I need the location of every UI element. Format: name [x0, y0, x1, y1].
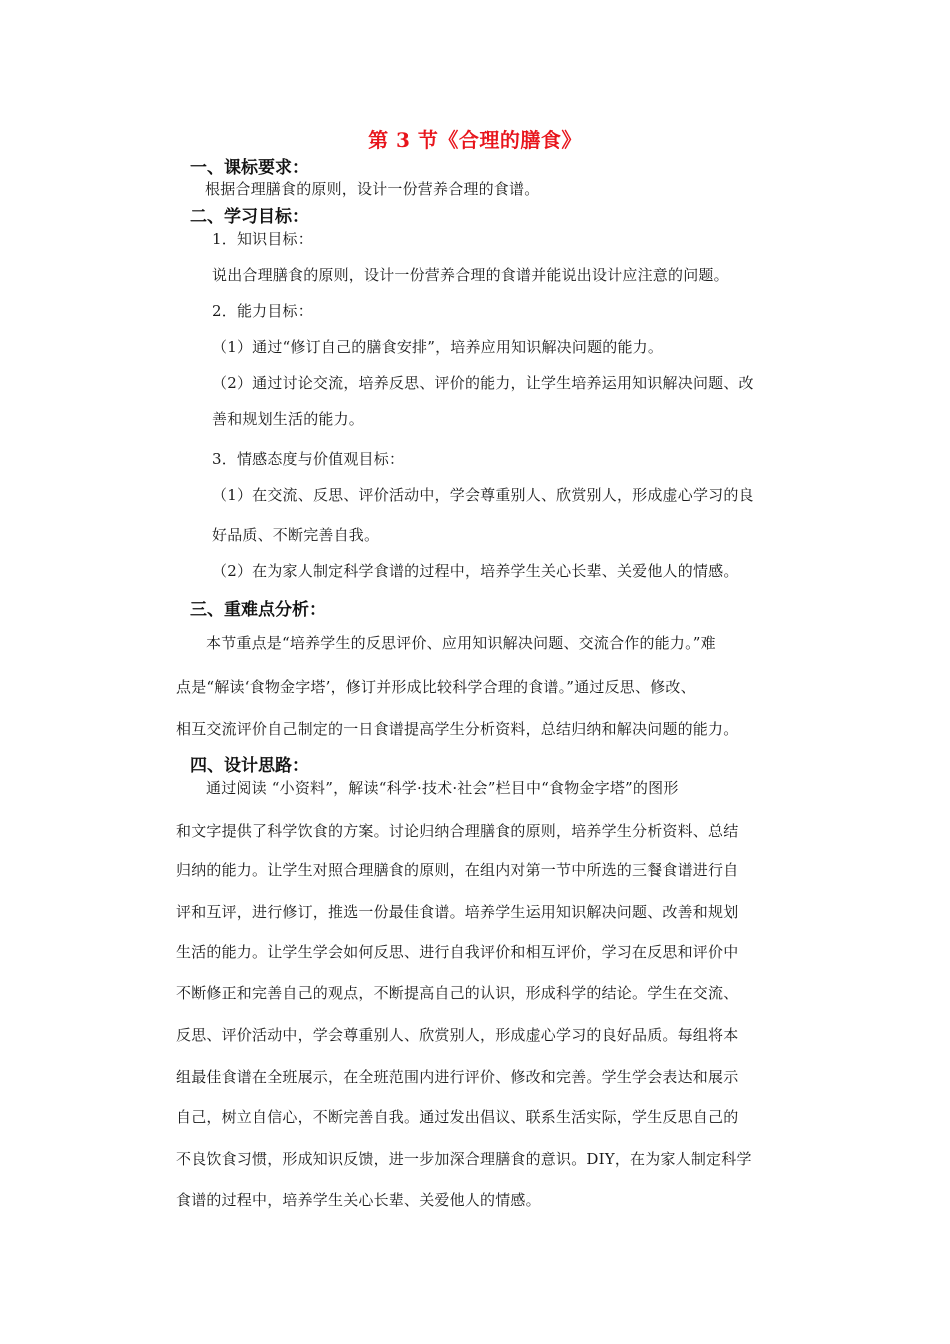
- paragraph-line: （2）在为家人制定科学食谱的过程中，培养学生关心长辈、关爱他人的情感。: [212, 562, 739, 580]
- paragraph-line: 根据合理膳食的原则，设计一份营养合理的食谱。: [205, 180, 540, 198]
- paragraph-line: （1）在交流、反思、评价活动中，学会尊重别人、欣赏别人，形成虚心学习的良: [212, 486, 754, 504]
- paragraph-line: 评和互评，进行修订，推选一份最佳食谱。培养学生运用知识解决问题、改善和规划: [176, 903, 739, 921]
- paragraph-line: 1．知识目标：: [212, 230, 313, 248]
- section-heading-objectives: 二、学习目标：: [190, 207, 309, 227]
- paragraph-line: （1）通过“修订自己的膳食安排”，培养应用知识解决问题的能力。: [212, 338, 664, 356]
- paragraph-line: 本节重点是“培养学生的反思评价、应用知识解决问题、交流合作的能力。”难: [206, 634, 716, 652]
- paragraph-line: 反思、评价活动中，学会尊重别人、欣赏别人，形成虚心学习的良好品质。每组将本: [176, 1026, 739, 1044]
- paragraph-line: 自己，树立自信心，不断完善自我。通过发出倡议、联系生活实际，学生反思自己的: [176, 1108, 739, 1126]
- paragraph-line: 归纳的能力。让学生对照合理膳食的原则，在组内对第一节中所选的三餐食谱进行自: [176, 861, 739, 879]
- paragraph-line: 点是“解读‘食物金字塔’，修订并形成比较科学合理的食谱。”通过反思、修改、: [176, 678, 696, 696]
- paragraph-line: 组最佳食谱在全班展示，在全班范围内进行评价、修改和完善。学生学会表达和展示: [176, 1068, 739, 1086]
- paragraph-line: 说出合理膳食的原则，设计一份营养合理的食谱并能说出设计应注意的问题。: [212, 266, 729, 284]
- paragraph-line: （2）通过讨论交流，培养反思、评价的能力，让学生培养运用知识解决问题、改: [212, 374, 754, 392]
- paragraph-line: 食谱的过程中，培养学生关心长辈、关爱他人的情感。: [176, 1191, 541, 1209]
- section-heading-design-ideas: 四、设计思路：: [190, 756, 309, 776]
- paragraph-line: 2．能力目标：: [212, 302, 313, 320]
- paragraph-line: 不良饮食习惯，形成知识反馈，进一步加深合理膳食的意识。DIY，在为家人制定科学: [176, 1150, 752, 1168]
- section-heading-curriculum: 一、课标要求：: [190, 158, 309, 178]
- section-heading-key-points: 三、重难点分析：: [190, 600, 326, 620]
- paragraph-line: 善和规划生活的能力。: [212, 410, 365, 428]
- document-title: 第 3 节《合理的膳食》: [368, 128, 582, 152]
- paragraph-line: 生活的能力。让学生学会如何反思、进行自我评价和相互评价，学习在反思和评价中: [176, 943, 739, 961]
- paragraph-line: 3．情感态度与价值观目标：: [212, 450, 405, 468]
- paragraph-line: 好品质、不断完善自我。: [212, 526, 380, 544]
- paragraph-line: 通过阅读 “小资料”，解读“科学·技术·社会”栏目中“食物金字塔”的图形: [206, 779, 679, 797]
- paragraph-line: 和文字提供了科学饮食的方案。讨论归纳合理膳食的原则，培养学生分析资料、总结: [176, 822, 739, 840]
- paragraph-line: 相互交流评价自己制定的一日食谱提高学生分析资料，总结归纳和解决问题的能力。: [176, 720, 739, 738]
- paragraph-line: 不断修正和完善自己的观点，不断提高自己的认识，形成科学的结论。学生在交流、: [176, 984, 739, 1002]
